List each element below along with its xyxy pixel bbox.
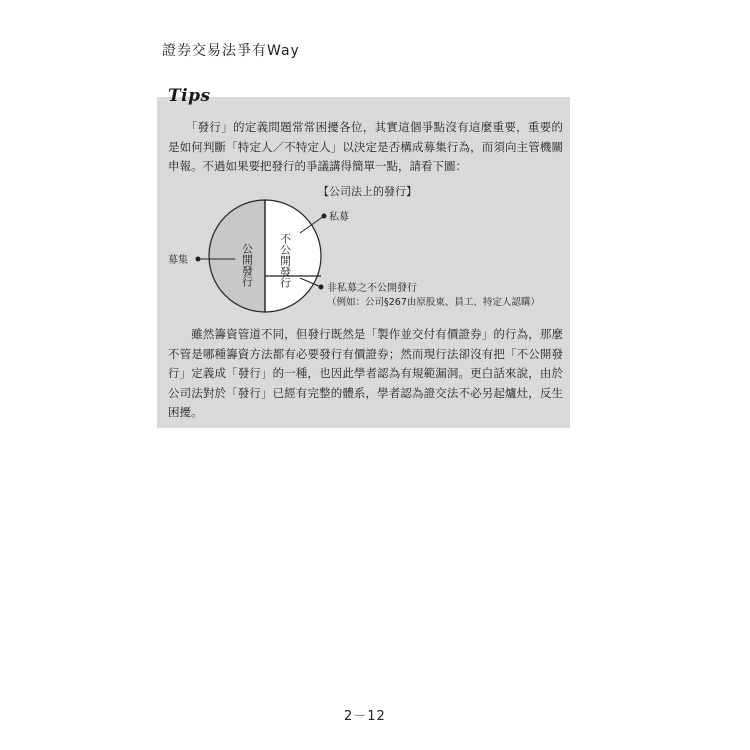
- public-issuance-half: [209, 200, 265, 312]
- nonpublic-issuance-half: [265, 200, 321, 312]
- tips-paragraph-2: 雖然籌資管道不同，但發行既然是「製作並交付有價證券」的行為，那麼不管是哪種籌資方法都有必要發行有價證券；然而現行法卻沒有把「不公開發行」定義成「發行」的一種，也因此學者認為有規範漏洞。更白話來說，由於公司法對於「發行」已經有完整的體系，學者認為證交法不必另起爐灶，反生困擾。: [168, 327, 563, 420]
- label-nonprivate: 非私募之不公開發行: [327, 283, 417, 294]
- tips-paragraph-1: 「發行」的定義問題常常困擾各位，其實這個爭點沒有這麼重要，重要的是如何判斷「特定人／不特定人」以決定是否構成募集行為，而須向主管機關申報。不過如果要把發行的爭議講得簡單一點，請看下圖：: [168, 120, 563, 174]
- label-raise: 募集: [168, 255, 188, 266]
- running-header: 證券交易法爭有Way: [162, 43, 300, 59]
- tips-label: Tips: [168, 86, 211, 106]
- diagram-title: 【公司法上的發行】: [318, 185, 417, 198]
- label-private: 私募: [329, 212, 349, 223]
- nonprivate-dot: [319, 285, 324, 290]
- public-issuance-label: 公開發行: [240, 243, 254, 287]
- issuance-diagram: [157, 195, 570, 320]
- private-dot: [322, 214, 327, 219]
- page-number: 2－12: [344, 709, 386, 724]
- nonpublic-issuance-label: 不公開發行: [278, 233, 292, 288]
- label-example: （例如：公司§267由原股東、員工、特定人認購）: [327, 297, 540, 308]
